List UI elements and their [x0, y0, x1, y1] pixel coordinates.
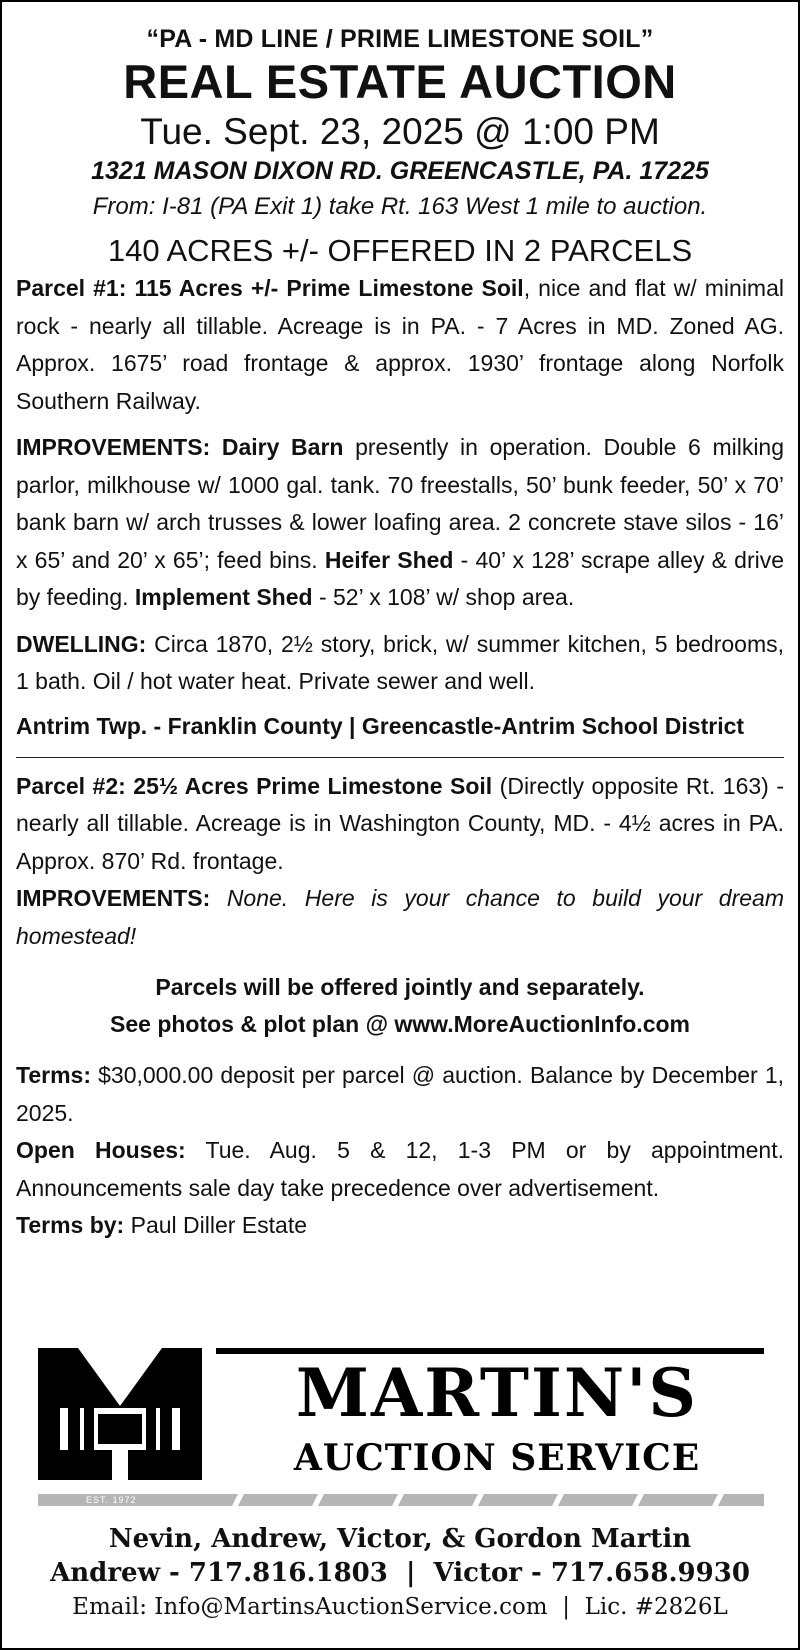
parcel1-label: Parcel #1: 115 Acres +/- Prime Limestone Soil — [16, 275, 524, 301]
terms-by-text: Paul Diller Estate — [124, 1212, 308, 1238]
acres-headline: 140 ACRES +/- OFFERED IN 2 PARCELS — [107, 233, 693, 268]
terms-text: $30,000.00 deposit per parcel @ auction. Balance by December 1, 2025. — [16, 1062, 784, 1126]
parcel1-improvements — [16, 429, 784, 617]
terms-by — [16, 1207, 784, 1245]
notice-line-1: Parcels will be offered jointly and separately. — [155, 974, 645, 1000]
improvements-label: IMPROVEMENTS: — [16, 434, 211, 460]
section-divider — [16, 757, 784, 758]
dairy-barn-label: Dairy Barn — [221, 434, 344, 460]
logo-established: EST. 1972 — [86, 1495, 137, 1505]
dwelling-label: DWELLING: — [16, 630, 147, 657]
implement-shed-text: - 52’ x 108’ w/ shop area. — [312, 584, 575, 610]
parcel2-label: Parcel #2: 25½ Acres Prime Limestone Soil — [16, 772, 493, 799]
parcel2-improvements — [16, 880, 784, 955]
dwelling-text: Circa 1870, 2½ story, brick, w/ summer kitchen, 5 bedrooms, 1 bath. Oil / hot water heat. Private sewer and well. — [16, 630, 784, 694]
parcel1-description — [16, 270, 784, 420]
logo-name: MARTIN'S — [295, 1354, 699, 1432]
parcel2-improvements-text: None. Here is your chance to build your dream homestead! — [16, 885, 784, 949]
page-title: REAL ESTATE AUCTION — [123, 55, 677, 108]
heifer-shed-label: Heifer Shed — [324, 546, 454, 573]
auctioneer-phones: Andrew - 717.816.1803 | Victor - 717.658.9930 — [50, 1558, 750, 1588]
parcel2-text: (Directly opposite Rt. 163) - nearly all tillable. Acreage is in Washington County, MD. - 4½ acres in PA. Approx. 870’ Rd. frontage. — [16, 772, 784, 874]
dairy-barn-text: presently in operation. Double 6 milking parlor, milkhouse w/ 1000 gal. tank. 70 freestalls, 50’ bunk feeder, 50’ x 70’ bank barn w/ arch trusses & lower loafing area. 2 concrete stave silos - 16’ x 65’ and 20’ x 65’; feed bins. — [16, 434, 785, 573]
contact-block — [2, 1522, 798, 1624]
notice-line-2: See photos & plot plan @ www.MoreAuctionInfo.com — [110, 1011, 690, 1037]
directions: From: I-81 (PA Exit 1) take Rt. 163 West 1 mile to auction. — [92, 193, 708, 220]
contact-email: Email: Info@MartinsAuctionService.com | Lic. #2826L — [72, 1594, 728, 1620]
logo-service: AUCTION SERVICE — [293, 1437, 701, 1479]
martins-logo — [38, 1348, 764, 1520]
school-district: Antrim Twp. - Franklin County | Greencastle-Antrim School District — [16, 712, 745, 739]
auctioneer-names: Nevin, Andrew, Victor, & Gordon Martin — [108, 1524, 692, 1554]
heifer-shed-text: - 40’ x 128’ scrape alley & drive by feeding. — [16, 546, 784, 610]
auction-address: 1321 MASON DIXON RD. GREENCASTLE, PA. 17225 — [91, 157, 709, 185]
auction-date: Tue. Sept. 23, 2025 @ 1:00 PM — [140, 111, 660, 152]
implement-shed-label: Implement Shed — [134, 584, 313, 610]
open-houses-label: Open Houses: — [16, 1137, 186, 1163]
terms — [16, 1057, 784, 1132]
terms-by-label: Terms by: — [16, 1212, 125, 1238]
parcel2-improvements-label: IMPROVEMENTS: — [16, 885, 211, 911]
terms-label: Terms: — [16, 1062, 91, 1088]
stripe-bar — [38, 1494, 764, 1506]
open-houses-text: Tue. Aug. 5 & 12, 1-3 PM or by appointment. Announcements sale day take precedence over advertisement. — [16, 1137, 784, 1201]
open-houses — [16, 1132, 784, 1207]
parcel1-text: , nice and flat w/ minimal rock - nearly all tillable. Acreage is in PA. - 7 Acres in MD. Zoned AG. Approx. 1675’ road frontage & approx. 1930’ frontage along Norfolk Southern Railway. — [16, 275, 784, 414]
parcel2-description — [16, 768, 784, 881]
parcel1-dwelling — [16, 626, 784, 701]
subtitle: “PA - MD LINE / PRIME LIMESTONE SOIL” — [146, 25, 654, 53]
